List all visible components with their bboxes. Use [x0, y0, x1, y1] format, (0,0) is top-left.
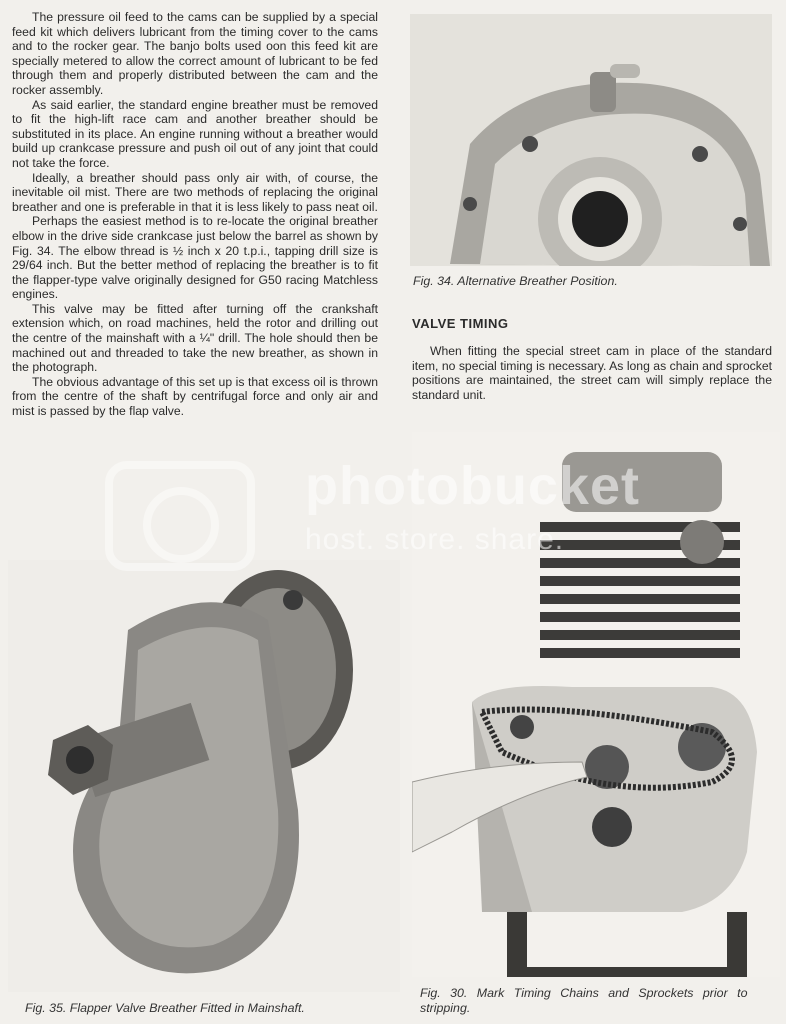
photobucket-logo-icon — [105, 461, 255, 571]
paragraph: When fitting the special street cam in place of the standard item, no special timing is necessary. As long as chain and sprocket positions are maintained, the street cam will simply replace the standard unit. — [412, 344, 772, 402]
watermark-line1: photobucket — [305, 456, 640, 516]
section-heading: VALVE TIMING — [412, 316, 509, 331]
paragraph: This valve may be fitted after turning off the crankshaft extension which, on road machines, held the rotor and drilling out the centre of the mainshaft with a ¼" drill. The hole should then be machined out and threaded to take the new breather, as shown in the photograph. — [12, 301, 378, 375]
fig35-photo — [8, 560, 400, 992]
fig30-photo — [412, 432, 780, 977]
fig34-photo — [410, 14, 772, 266]
paragraph: As said earlier, the standard engine breather must be removed to fit the high-lift race cam and another breather should be substituted in its place. An engine running without a breather would build up crankcase pressure and push oil out of any joint that could not take the force. — [12, 97, 378, 170]
paragraph: Perhaps the easiest method is to re-locate the original breather elbow in the drive side crankcase just below the barrel as shown by Fig. 34. The elbow thread is ½ inch x 20 t.p.i., tapping drill size is 29/64 inch. But the better method of replacing the breather is to fit the flapper-type valve originally designed for G50 racing Matchless engines. — [12, 214, 378, 302]
right-text-column — [412, 344, 772, 402]
fig35-caption: Fig. 35. Flapper Valve Breather Fitted in Mainshaft. — [25, 1001, 305, 1015]
fig34-caption: Fig. 34. Alternative Breather Position. — [413, 274, 618, 288]
watermark-line2: host. store. share. — [305, 523, 565, 556]
paragraph: The obvious advantage of this set up is that excess oil is thrown from the centre of the shaft by centrifugal force and only air and mist is passed by the flap valve. — [12, 374, 378, 419]
paragraph: The pressure oil feed to the cams can be supplied by a special feed kit which delivers lubricant from the timing cover to the cams and to the rocker gear. The banjo bolts used oon this feed kit are specially metered to allow the correct amount of lubricant to be fed through them and properly distributed between the cam and the rocker assembly. — [12, 10, 378, 97]
paragraph: Ideally, a breather should pass only air with, of course, the inevitable oil mist. There are two methods of replacing the original breather and one is preferable in that it is less likely to pass neat oil. — [12, 170, 378, 214]
left-text-column — [12, 10, 378, 419]
fig30-caption: Fig. 30. Mark Timing Chains and Sprockets prior to stripping. — [420, 986, 748, 1015]
